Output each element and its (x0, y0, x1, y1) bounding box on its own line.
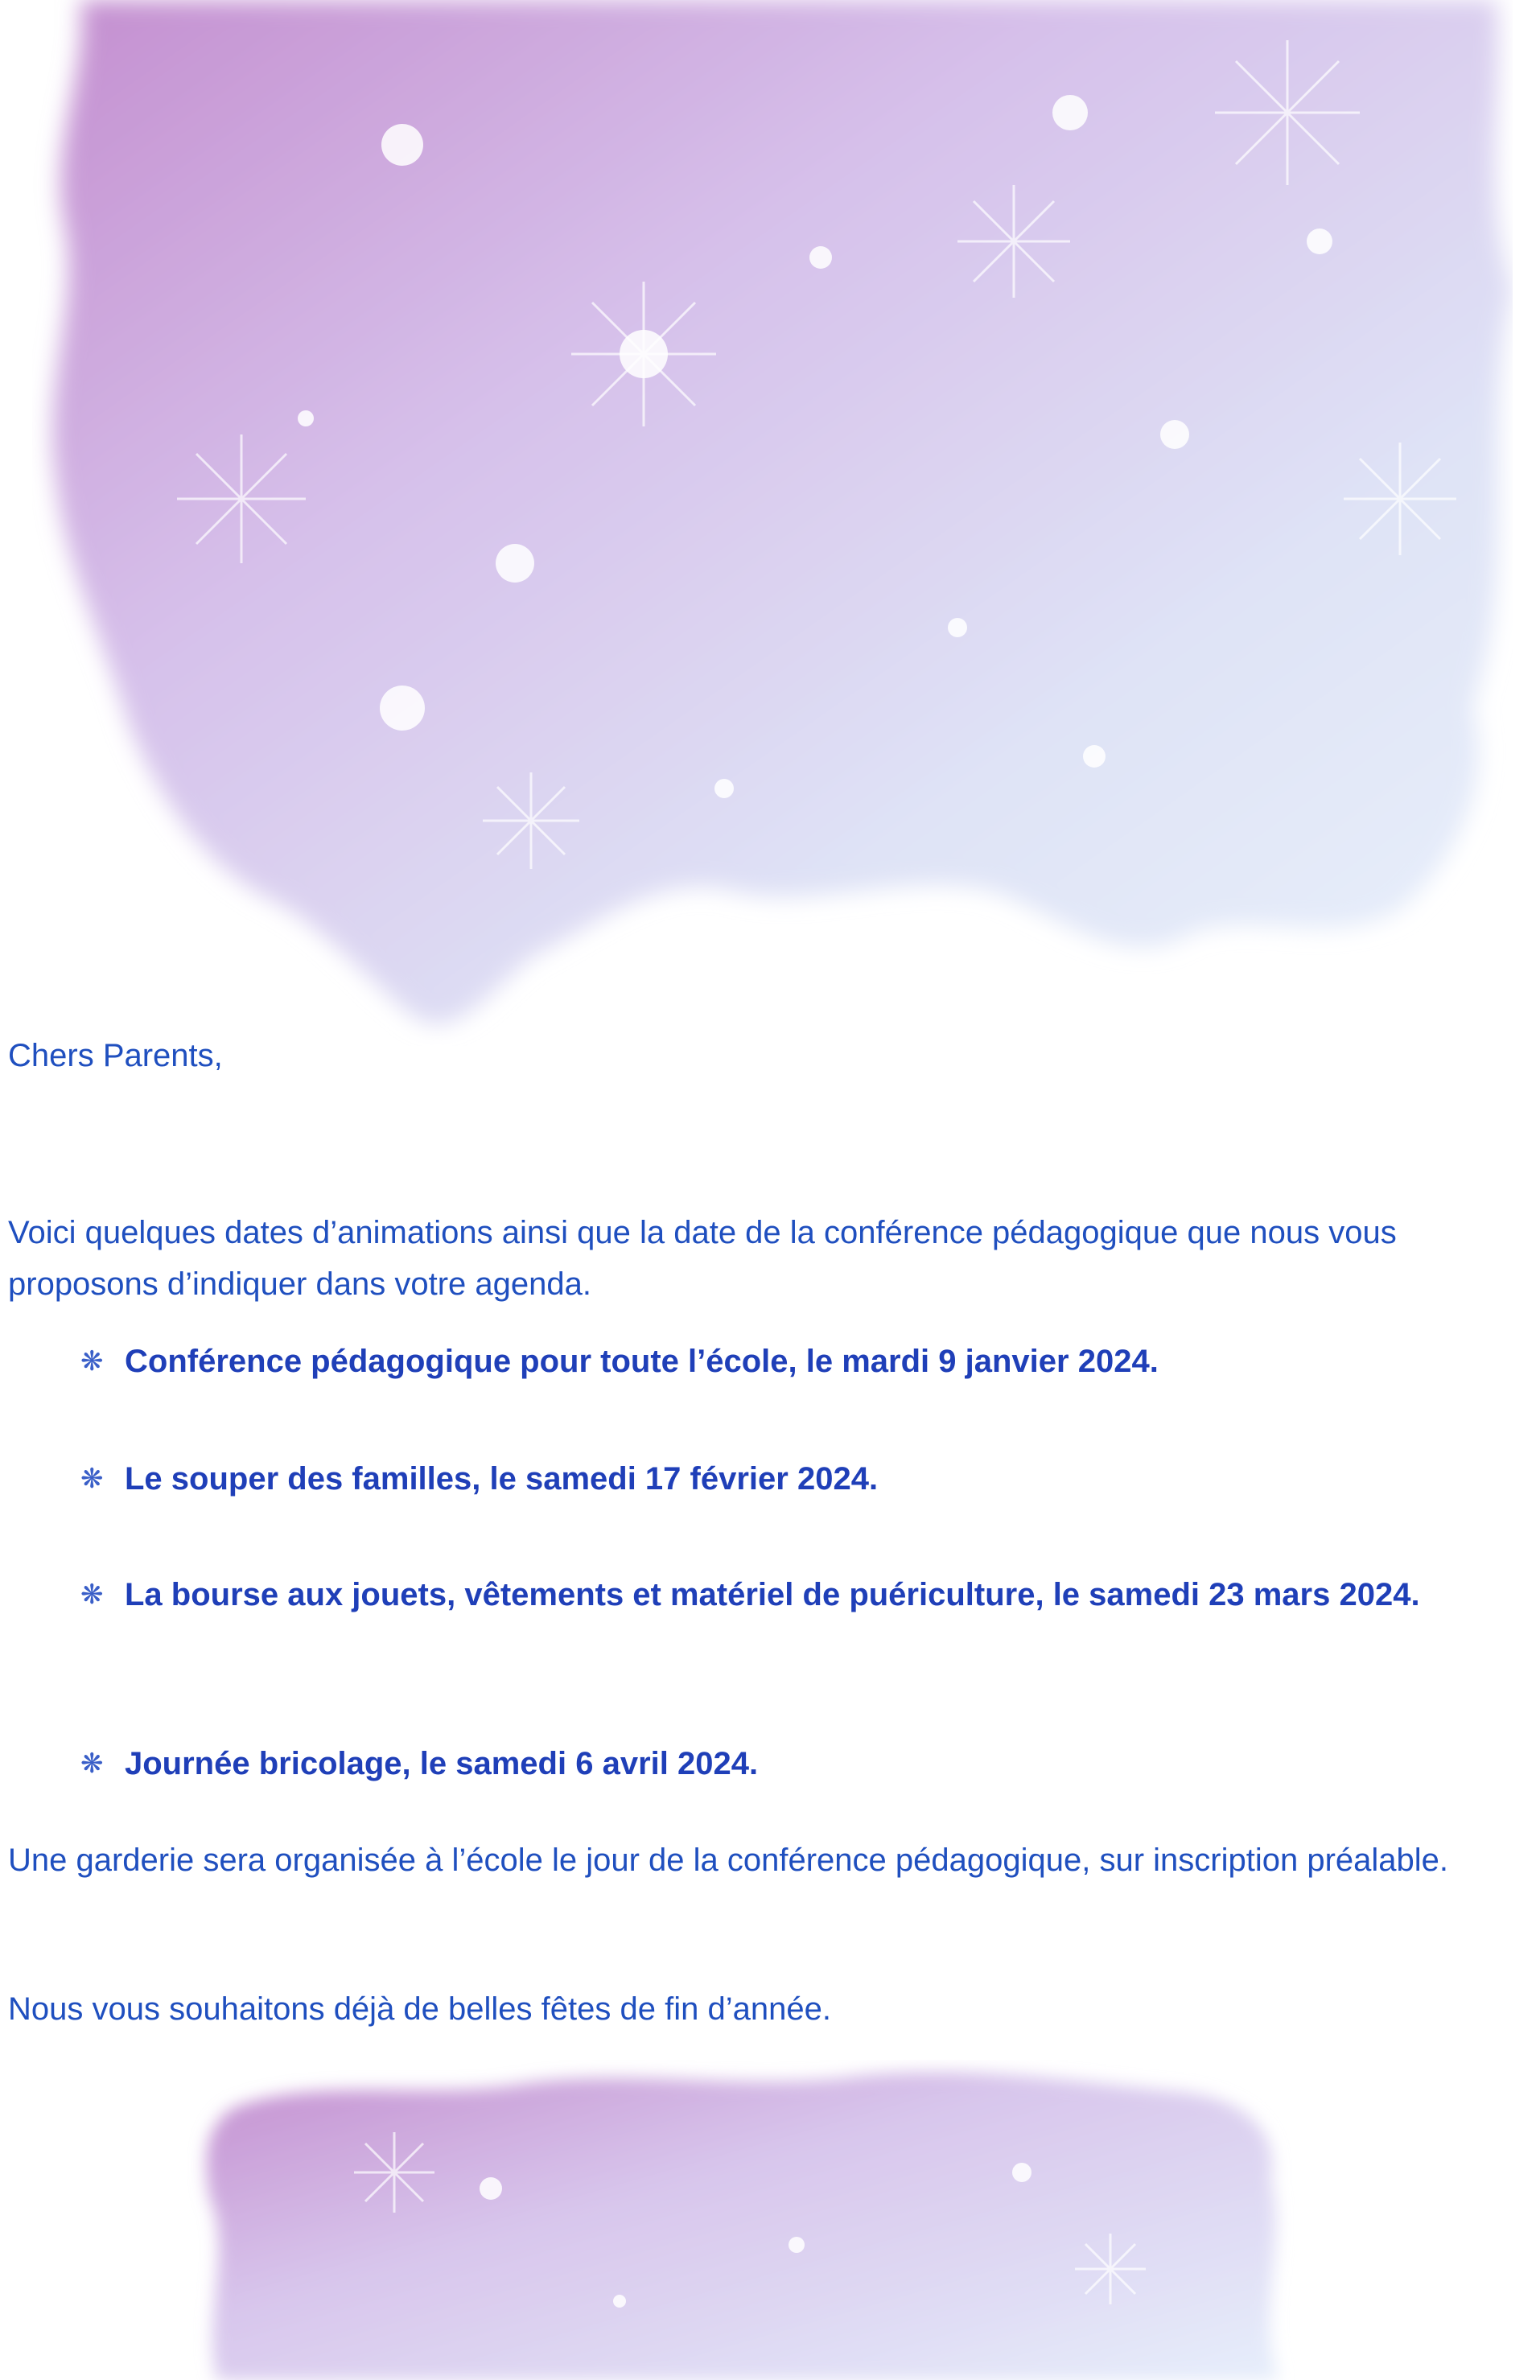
snowflake-bullet-icon: ❋ (80, 1346, 104, 1377)
snowflake-bullet-icon: ❋ (80, 1464, 104, 1494)
intro-paragraph: Voici quelques dates d’animations ainsi que la date de la conférence pédagogique que nous vous proposons d’indiquer dans votre agenda. (8, 1215, 1397, 1302)
daycare-note: Une garderie sera organisée à l’école le jour de la conférence pédagogique, sur inscription préalable. (8, 1843, 1449, 1878)
event-item (8, 1336, 1521, 1387)
holiday-wishes: Nous vous souhaitons déjà de belles fêtes de fin d’année. (8, 1991, 831, 2027)
event-text: Journée bricolage, le samedi 6 avril 2024. (125, 1746, 759, 1781)
event-text: La bourse aux jouets, vêtements et matériel de puériculture, le samedi 23 mars 2024. (125, 1577, 1420, 1612)
snowflake-banner-image (185, 2060, 1295, 2380)
snowflake-bullet-icon: ❋ (80, 1579, 104, 1610)
event-text: Conférence pédagogique pour toute l’école, le mardi 9 janvier 2024. (125, 1344, 1159, 1379)
greeting: Chers Parents, (8, 1038, 223, 1073)
top-snowflake-banner (32, 0, 1513, 1046)
event-text: Le souper des familles, le samedi 17 février 2024. (125, 1461, 879, 1497)
event-item (8, 1569, 1460, 1620)
event-item (8, 1453, 1521, 1505)
snowflake-banner-image (32, 0, 1513, 1046)
snowflake-bullet-icon: ❋ (80, 1748, 104, 1779)
event-item (8, 1738, 1521, 1789)
bottom-snowflake-banner (185, 2060, 1295, 2380)
